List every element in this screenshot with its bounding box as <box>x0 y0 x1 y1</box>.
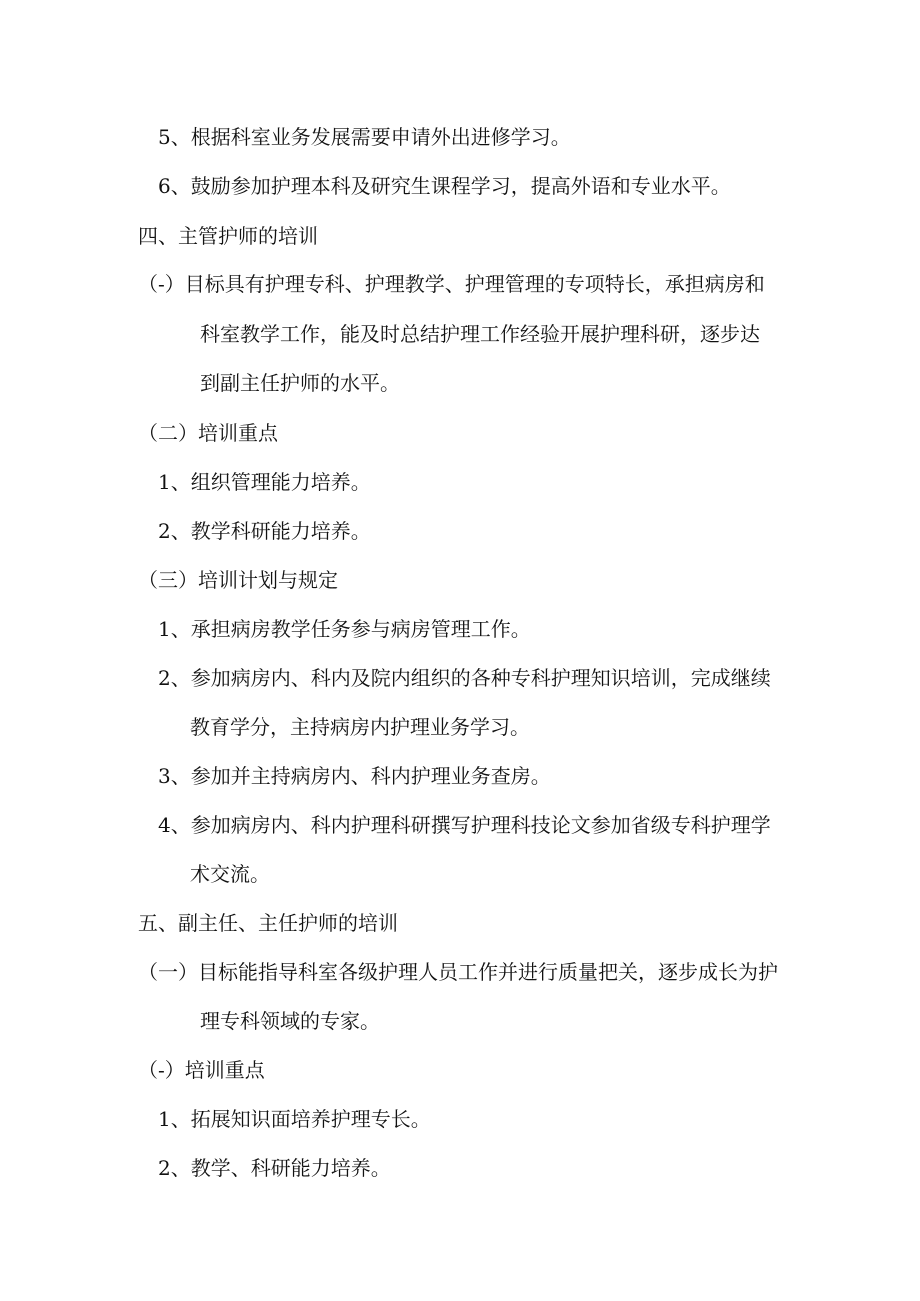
paragraph-continuation: 教育学分，主持病房内护理业务学习。 <box>190 715 530 739</box>
section-heading: 五、副主任、主任护师的培训 <box>138 911 398 935</box>
paragraph-continuation: 理专科领域的专家。 <box>200 1009 380 1033</box>
subsection-heading: （-）培训重点 <box>138 1058 265 1082</box>
paragraph-continuation: 科室教学工作，能及时总结护理工作经验开展护理科研，逐步达 <box>200 322 760 346</box>
paragraph-continuation: 术交流。 <box>190 862 270 886</box>
subsection-heading: （二）培训重点 <box>138 421 278 445</box>
list-item: 2、教学、科研能力培养。 <box>158 1156 391 1180</box>
list-item: 1、组织管理能力培养。 <box>158 470 371 494</box>
subsection-heading: （三）培训计划与规定 <box>138 568 338 592</box>
section-heading: 四、主管护师的培训 <box>138 224 318 248</box>
list-item: 6、鼓励参加护理本科及研究生课程学习，提高外语和专业水平。 <box>158 174 731 198</box>
list-item: 2、参加病房内、科内及院内组织的各种专科护理知识培训，完成继续 <box>158 666 771 690</box>
list-item: 5、根据科室业务发展需要申请外出进修学习。 <box>158 125 571 149</box>
subsection-heading: （一）目标能指导科室各级护理人员工作并进行质量把关，逐步成长为护 <box>138 960 778 984</box>
subsection-heading: （-）目标具有护理专科、护理教学、护理管理的专项特长，承担病房和 <box>138 272 765 296</box>
list-item: 1、承担病房教学任务参与病房管理工作。 <box>158 617 531 641</box>
paragraph-continuation: 到副主任护师的水平。 <box>200 371 400 395</box>
list-item: 1、拓展知识面培养护理专长。 <box>158 1107 431 1131</box>
list-item: 4、参加病房内、科内护理科研撰写护理科技论文参加省级专科护理学 <box>158 813 771 837</box>
list-item: 2、教学科研能力培养。 <box>158 519 371 543</box>
list-item: 3、参加并主持病房内、科内护理业务查房。 <box>158 764 551 788</box>
